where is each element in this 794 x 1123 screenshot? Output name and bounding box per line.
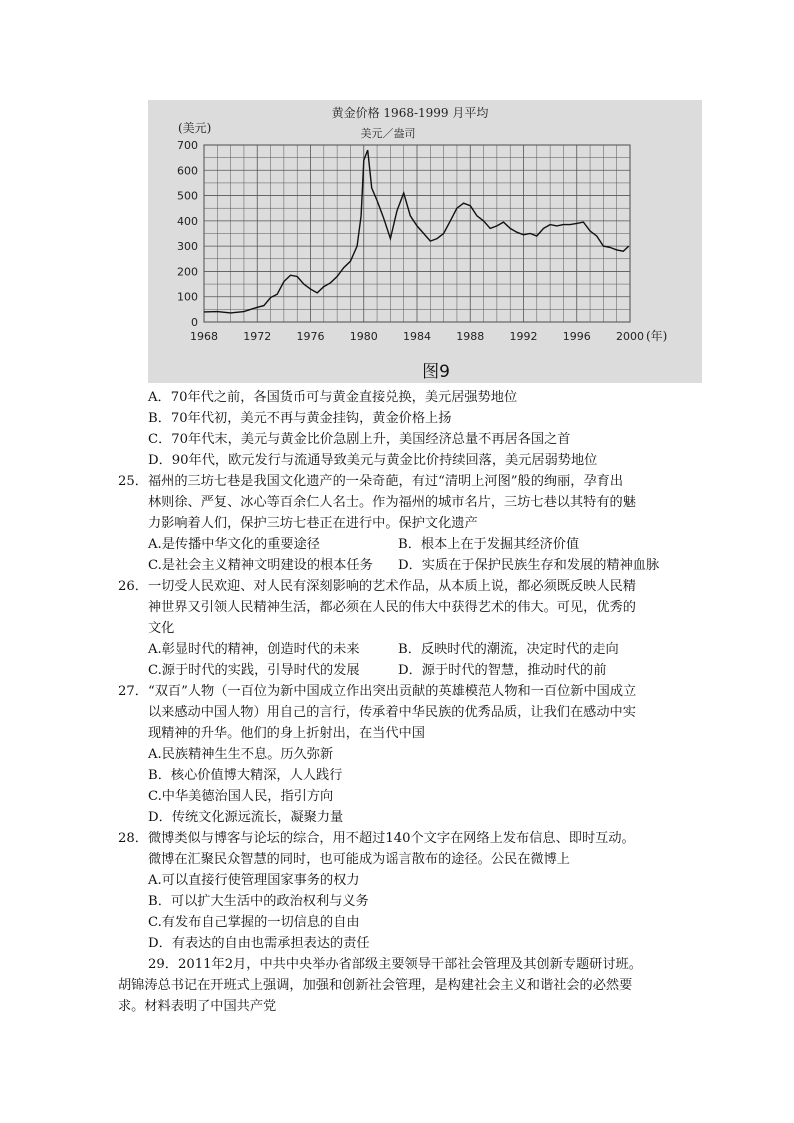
q25-stem-line-2: 林则徐、严复、冰心等百余仁人名士。作为福州的城市名片，三坊七巷以其特有的魅 bbox=[148, 495, 636, 510]
q28-option-d: D．有表达的自由也需承担表达的责任 bbox=[148, 936, 370, 951]
q26-option-d: D．源于时代的智慧，推动时代的前 bbox=[398, 663, 607, 678]
chart-subtitle: 美元／盎司 bbox=[360, 127, 416, 140]
q26-stem-line-3: 文化 bbox=[148, 621, 175, 636]
y-tick-label: 200 bbox=[177, 265, 198, 279]
x-tick-label: 1992 bbox=[509, 330, 538, 343]
q24-option-c: C．70年代末，美元与黄金比价急剧上升，美国经济总量不再居各国之首 bbox=[148, 432, 571, 447]
chart-ticks bbox=[177, 139, 644, 343]
q26-option-a: A.彰显时代的精神，创造时代的未来 bbox=[148, 642, 360, 657]
x-tick-label: 2000 bbox=[616, 330, 644, 343]
q26-stem-line-1: 26．一切受人民欢迎、对人民有深刻影响的艺术作品，从本质上说，都必须既反映人民精 bbox=[118, 579, 636, 594]
q24-option-d: D．90年代，欧元发行与流通导致美元与黄金比价持续回落，美元居弱势地位 bbox=[148, 453, 598, 468]
y-tick-label: 600 bbox=[177, 164, 198, 178]
q25-option-a: A.是传播中华文化的重要途径 bbox=[148, 537, 320, 552]
x-tick-label: 1968 bbox=[190, 330, 218, 343]
x-tick-label: 1996 bbox=[562, 330, 591, 343]
q25-option-b: B．根本上在于发掘其经济价值 bbox=[398, 537, 580, 552]
q27-option-b: B．核心价值博大精深，人人践行 bbox=[148, 768, 343, 783]
x-tick-label: 1984 bbox=[403, 330, 431, 343]
q29-stem-line-2: 胡锦涛总书记在开班式上强调，加强和创新社会管理，是构建社会主义和谐社会的必然要 bbox=[118, 978, 633, 993]
q26-option-b: B．反映时代的潮流，决定时代的走向 bbox=[398, 642, 619, 657]
x-tick-label: 1988 bbox=[456, 330, 485, 343]
q27-stem-line-3: 现精神的升华。他们的身上折射出，在当代中国 bbox=[148, 726, 425, 741]
y-axis-unit-label: (美元) bbox=[178, 121, 212, 135]
q28-option-c: C.有发布自己掌握的一切信息的自由 bbox=[148, 915, 360, 930]
gold-price-chart bbox=[148, 100, 702, 383]
q27-stem-line-1: 27．“双百”人物（一百位为新中国成立作出突出贡献的英雄模范人物和一百位新中国成立 bbox=[118, 684, 637, 699]
q25-option-c: C.是社会主义精神文明建设的根本任务 bbox=[148, 558, 373, 573]
q25-option-d: D．实质在于保护民族生存和发展的精神血脉 bbox=[398, 558, 660, 573]
x-axis-unit-label: (年) bbox=[646, 329, 668, 343]
q27-stem-line-2: 以来感动中国人物）用自己的言行，传承着中华民族的优秀品质，让我们在感动中实 bbox=[148, 705, 636, 720]
q27-option-c: C.中华美德治国人民，指引方向 bbox=[148, 789, 334, 804]
x-tick-label: 1980 bbox=[349, 330, 378, 343]
q27-option-a: A.民族精神生生不息。历久弥新 bbox=[148, 747, 334, 762]
y-tick-label: 500 bbox=[177, 189, 198, 203]
y-tick-label: 300 bbox=[177, 240, 198, 254]
gold-price-figure bbox=[148, 100, 702, 383]
q27-option-d: D．传统文化源远流长，凝聚力量 bbox=[148, 810, 344, 825]
q26-option-c: C.源于时代的实践，引导时代的发展 bbox=[148, 663, 360, 678]
q28-stem-line-1: 28．微博类似与博客与论坛的综合，用不超过140个文字在网络上发布信息、即时互动。 bbox=[118, 831, 635, 846]
q29-stem-line-1: 29．2011年2月，中共中央举办省部级主要领导干部社会管理及其创新专题研讨班。 bbox=[148, 957, 642, 972]
gold-price-series-line bbox=[204, 150, 629, 313]
q25-stem-line-1: 25．福州的三坊七巷是我国文化遗产的一朵奇葩，有过“清明上河图”般的绚丽，孕育出 bbox=[118, 474, 624, 489]
q26-stem-line-2: 神世界又引领人民精神生活，都必须在人民的伟大中获得艺术的伟大。可见，优秀的 bbox=[148, 600, 636, 615]
y-tick-label: 700 bbox=[177, 139, 198, 152]
q28-option-b: B．可以扩大生活中的政治权利与义务 bbox=[148, 894, 369, 909]
y-tick-label: 400 bbox=[177, 214, 198, 228]
q25-stem-line-3: 力影响着人们，保护三坊七巷正在进行中。保护文化遗产 bbox=[148, 516, 478, 531]
y-tick-label: 0 bbox=[191, 316, 198, 329]
y-tick-label: 100 bbox=[177, 290, 198, 304]
q28-stem-line-2: 微博在汇聚民众智慧的同时，也可能成为谣言散布的途径。公民在微博上 bbox=[148, 852, 570, 867]
chart-grid bbox=[204, 145, 630, 322]
q29-stem-line-3: 求。材料表明了中国共产党 bbox=[118, 999, 277, 1014]
figure-caption: 图9 bbox=[422, 362, 450, 382]
x-tick-label: 1976 bbox=[296, 330, 325, 343]
chart-title: 黄金价格 1968-1999 月平均 bbox=[331, 106, 489, 120]
x-tick-label: 1972 bbox=[243, 330, 272, 343]
q24-option-a: A．70年代之前，各国货币可与黄金直接兑换，美元居强势地位 bbox=[148, 390, 518, 405]
q24-option-b: B．70年代初，美元不再与黄金挂钩，黄金价格上扬 bbox=[148, 411, 452, 426]
q28-option-a: A.可以直接行使管理国家事务的权力 bbox=[148, 873, 360, 888]
